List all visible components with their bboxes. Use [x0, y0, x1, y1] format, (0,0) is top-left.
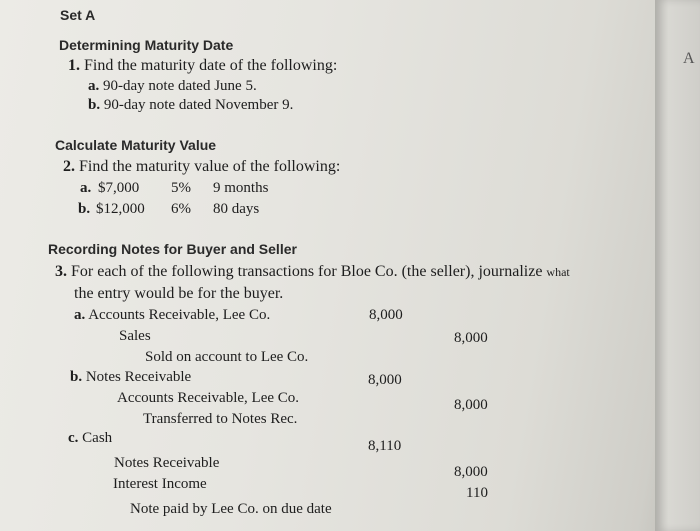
question-3-text-1: For each of the following transactions for Bloe Co. (the seller), journalize: [71, 263, 543, 280]
page-edge: [655, 0, 700, 531]
q1-item-a-text: 90-day note dated June 5.: [103, 78, 257, 94]
question-2-number: 2.: [63, 158, 75, 175]
entry-c-credit-account-2: Interest Income: [113, 476, 207, 492]
question-1-text: Find the maturity date of the following:: [84, 57, 338, 74]
q2-row-b-principal: $12,000: [96, 201, 145, 217]
entry-a-memo: Sold on account to Lee Co.: [145, 349, 309, 365]
entry-b-credit-amount: 8,000: [454, 397, 488, 413]
entry-b-debit: [70, 369, 191, 386]
q2-row-b-rate: 6%: [171, 201, 191, 217]
entry-b-credit-account: Accounts Receivable, Lee Co.: [117, 390, 300, 406]
question-2-text: Find the maturity value of the following:: [79, 158, 341, 175]
entry-c-debit: [68, 430, 112, 447]
entry-a-label: a.: [74, 307, 86, 323]
q2-row-a-principal: $7,000: [98, 180, 140, 196]
entry-b-debit-account: Notes Receivable: [85, 369, 192, 385]
question-3-text-small: what: [546, 265, 570, 279]
entry-a-debit-account: Accounts Receivable, Lee Co.: [88, 307, 271, 323]
q2-row-a-rate: 5%: [171, 180, 191, 196]
q1-item-a-label: a.: [88, 78, 100, 94]
entry-c-debit-account: Cash: [82, 430, 113, 446]
q2-row-a-time: 9 months: [213, 180, 269, 196]
question-3-line-1: [55, 263, 570, 281]
entry-c-label: c.: [68, 430, 79, 446]
entry-a-debit-amount: 8,000: [369, 307, 403, 323]
section3-heading: Recording Notes for Buyer and Seller: [48, 241, 297, 257]
entry-a-credit-account: Sales: [119, 328, 151, 344]
question-2: [63, 158, 340, 176]
entry-c-debit-amount: 8,110: [368, 438, 402, 454]
entry-a-credit-amount: 8,000: [454, 330, 488, 346]
question-3-number: 3.: [55, 263, 67, 280]
q1-item-b-label: b.: [88, 97, 101, 113]
entry-b-debit-amount: 8,000: [368, 372, 402, 388]
q2-row-b-time: 80 days: [213, 201, 260, 217]
section2-heading: Calculate Maturity Value: [55, 137, 217, 153]
q1-item-a: [88, 78, 257, 95]
entry-c-credit-amount-2: 110: [466, 485, 488, 501]
entry-a-debit: [74, 307, 270, 324]
entry-c-credit-amount-1: 8,000: [454, 464, 488, 480]
q1-item-b-text: 90-day note dated November 9.: [103, 97, 294, 113]
question-3-line-2: the entry would be for the buyer.: [74, 285, 284, 302]
entry-b-label: b.: [70, 369, 83, 385]
entry-c-memo: Note paid by Lee Co. on due date: [130, 501, 332, 517]
q2-row-b-label: b.: [78, 201, 91, 217]
q1-item-b: [88, 97, 293, 114]
section1-heading: Determining Maturity Date: [59, 37, 234, 53]
entry-c-credit-account-1: Notes Receivable: [114, 455, 220, 471]
q2-row-a-label: a.: [80, 180, 92, 196]
edge-glyph: A: [683, 50, 695, 67]
question-1-number: 1.: [68, 57, 80, 74]
entry-b-memo: Transferred to Notes Rec.: [143, 411, 298, 427]
set-title: Set A: [60, 7, 96, 23]
question-1: [68, 57, 337, 75]
